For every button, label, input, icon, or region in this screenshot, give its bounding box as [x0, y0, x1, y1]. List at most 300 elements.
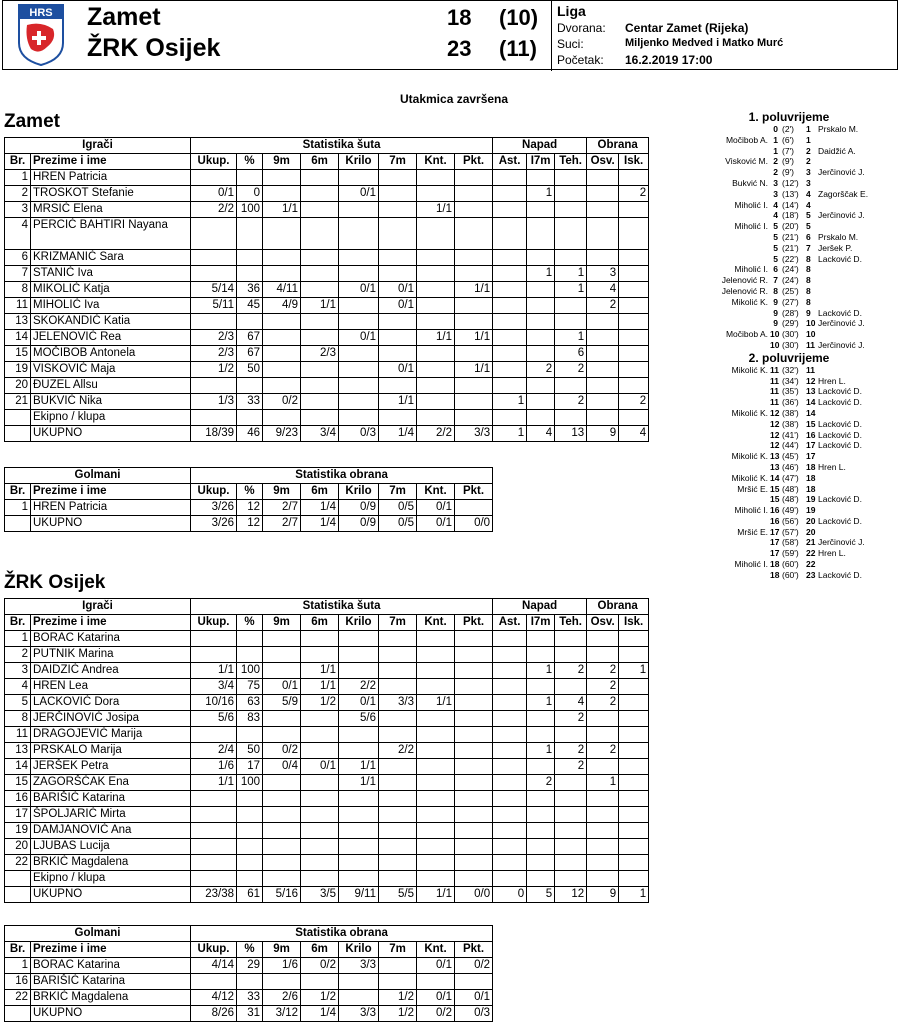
away-score: 3 — [806, 177, 811, 188]
player-name: MRSIĆ Elena — [31, 202, 191, 218]
stat-cell — [455, 871, 493, 887]
stat-cell — [191, 647, 237, 663]
stat-cell — [587, 855, 619, 871]
stat-cell: 63 — [237, 695, 263, 711]
stat-cell — [301, 282, 339, 298]
home-score: 3 — [773, 177, 778, 188]
stat-cell: 0/1 — [417, 500, 455, 516]
player-name: DAMJANOVIĆ Ana — [31, 823, 191, 839]
stat-cell — [301, 218, 339, 250]
stat-cell: 1/2 — [301, 695, 339, 711]
stat-cell — [339, 631, 379, 647]
goalkeepers-header: Golmani — [5, 926, 191, 942]
stat-cell — [527, 631, 555, 647]
stat-cell — [555, 170, 587, 186]
column-header: 7m — [379, 154, 417, 170]
stat-cell — [619, 282, 649, 298]
player-name: PRSKALO Marija — [31, 743, 191, 759]
stat-cell — [417, 823, 455, 839]
stat-cell — [339, 170, 379, 186]
stat-cell — [619, 218, 649, 250]
home-scorer: Mikolić K. — [731, 407, 768, 418]
stat-cell: 3/26 — [191, 516, 237, 532]
player-number: 20 — [5, 378, 31, 394]
stat-cell — [339, 871, 379, 887]
stat-cell — [301, 330, 339, 346]
stat-cell: 5/16 — [263, 887, 301, 903]
away-scorer: Lacković D. — [818, 397, 862, 408]
minute: (9') — [782, 156, 795, 167]
player-row — [5, 410, 649, 426]
stat-cell — [619, 298, 649, 314]
stat-cell: 0/1 — [379, 298, 417, 314]
home-score: 9 — [773, 307, 778, 318]
player-row — [5, 727, 649, 743]
stat-cell — [455, 791, 493, 807]
player-name: PERCIĆ BAHTIRI Nayana — [31, 218, 191, 250]
player-name: LACKOVIĆ Dora — [31, 695, 191, 711]
stat-cell — [493, 679, 527, 695]
stat-cell: 1/1 — [417, 695, 455, 711]
stat-cell: 2/7 — [263, 500, 301, 516]
player-name: VISKOVIĆ Maja — [31, 362, 191, 378]
away-score: 11 — [806, 339, 815, 350]
stat-cell — [379, 855, 417, 871]
away-score: 12 — [806, 375, 816, 386]
stat-cell — [493, 775, 527, 791]
goal-event — [700, 189, 898, 200]
minute: (20') — [782, 221, 799, 232]
player-name: ZAGORŠĆAK Ena — [31, 775, 191, 791]
stat-cell — [587, 394, 619, 410]
player-row — [5, 330, 649, 346]
goal-event — [700, 135, 898, 146]
stat-cell: 1/1 — [379, 394, 417, 410]
home-score: 3 — [773, 188, 778, 199]
stat-cell — [301, 410, 339, 426]
stat-cell — [339, 266, 379, 282]
stat-cell — [619, 330, 649, 346]
stat-cell — [339, 298, 379, 314]
stat-cell: 1 — [619, 887, 649, 903]
player-number: 2 — [5, 186, 31, 202]
minute: (21') — [782, 231, 799, 242]
stat-cell — [527, 170, 555, 186]
stat-cell — [455, 711, 493, 727]
stat-cell — [493, 346, 527, 362]
stat-cell — [191, 839, 237, 855]
player-name: JERČINOVIĆ Josipa — [31, 711, 191, 727]
stat-cell: 2/3 — [301, 346, 339, 362]
save-stats-header: Statistika obrana — [191, 926, 493, 942]
stat-cell — [493, 186, 527, 202]
stat-cell — [379, 202, 417, 218]
away-score: 9 — [806, 307, 811, 318]
stat-cell: 1/4 — [301, 1006, 339, 1022]
stat-cell: 1/1 — [191, 775, 237, 791]
home-scorer: Jelenović R. — [721, 275, 768, 286]
stat-cell: 1/3 — [191, 394, 237, 410]
minute: (6') — [782, 134, 795, 145]
column-header: Osv. — [587, 615, 619, 631]
stat-cell — [587, 647, 619, 663]
home-score: 9 — [773, 318, 778, 329]
player-number — [5, 426, 31, 442]
stat-cell — [237, 791, 263, 807]
stat-cell — [555, 647, 587, 663]
stat-cell — [587, 378, 619, 394]
stat-cell: 0/9 — [339, 516, 379, 532]
stat-cell — [339, 807, 379, 823]
stat-cell: 1 — [555, 330, 587, 346]
column-header: 7m — [379, 615, 417, 631]
goal-event — [700, 451, 898, 462]
goal-event — [700, 264, 898, 275]
player-row — [5, 990, 493, 1006]
player-name: JERŠEK Petra — [31, 759, 191, 775]
stat-cell: 1/1 — [455, 362, 493, 378]
away-scorer: Lacković D. — [818, 418, 862, 429]
home-scorer: Mršić E. — [737, 526, 768, 537]
column-header: Krilo — [339, 484, 379, 500]
stat-cell — [379, 378, 417, 394]
goal-event — [700, 473, 898, 484]
stat-cell — [379, 647, 417, 663]
stat-cell — [339, 362, 379, 378]
away-score: 14 — [806, 397, 816, 408]
minute: (24') — [782, 264, 799, 275]
stat-cell — [379, 266, 417, 282]
stat-cell — [455, 186, 493, 202]
stat-cell — [379, 314, 417, 330]
player-row — [5, 394, 649, 410]
away-score: 5 — [806, 221, 811, 232]
stat-cell — [555, 378, 587, 394]
stat-cell — [417, 647, 455, 663]
stat-cell — [379, 823, 417, 839]
home-score: 13 — [770, 461, 780, 472]
stat-cell — [237, 250, 263, 266]
stat-cell — [587, 410, 619, 426]
stat-cell: 29 — [237, 958, 263, 974]
column-header: Teh. — [555, 615, 587, 631]
shot-stats-header: Statistika šuta — [191, 599, 493, 615]
player-number — [5, 887, 31, 903]
stat-cell — [619, 250, 649, 266]
stat-cell — [555, 775, 587, 791]
player-row — [5, 218, 649, 250]
home-scorer: Bukvić N. — [732, 177, 768, 188]
stat-cell — [237, 410, 263, 426]
column-header: Br. — [5, 615, 31, 631]
away-score: 17 — [806, 451, 816, 462]
stat-cell — [555, 202, 587, 218]
stat-cell — [493, 330, 527, 346]
home-score: 11 — [770, 386, 779, 397]
stat-cell: 1/2 — [301, 990, 339, 1006]
stat-cell — [587, 711, 619, 727]
home-score: 1 — [773, 134, 778, 145]
home-score: 5 — [773, 242, 778, 253]
league-label: Liga — [557, 3, 586, 19]
column-header: Pkt. — [455, 942, 493, 958]
column-header: Isk. — [619, 154, 649, 170]
stat-cell — [339, 974, 379, 990]
stat-cell — [527, 711, 555, 727]
player-row — [5, 974, 493, 990]
defense-header: Obrana — [587, 599, 649, 615]
stat-cell — [237, 378, 263, 394]
home-score: 11 — [770, 375, 779, 386]
stat-cell — [555, 823, 587, 839]
stat-cell — [555, 631, 587, 647]
player-name: STANIĆ Iva — [31, 266, 191, 282]
stat-cell: 3/26 — [191, 500, 237, 516]
stat-cell — [339, 839, 379, 855]
stat-cell: 1/1 — [301, 663, 339, 679]
stat-cell: 50 — [237, 743, 263, 759]
stat-cell — [237, 218, 263, 250]
home-scorer: Mršić E. — [737, 483, 768, 494]
stat-cell — [379, 410, 417, 426]
stat-cell: 1 — [527, 663, 555, 679]
player-number: 15 — [5, 346, 31, 362]
stat-cell: 1/1 — [191, 663, 237, 679]
away-score: 18 — [806, 472, 816, 483]
stat-cell — [301, 791, 339, 807]
goal-event — [700, 124, 898, 135]
stat-cell — [493, 266, 527, 282]
stat-cell: 0 — [493, 887, 527, 903]
away-scorer: Hren L. — [818, 375, 846, 386]
column-header: Prezime i ime — [31, 942, 191, 958]
home-scorer: Močibob A. — [725, 134, 768, 145]
away-score: 2 — [806, 156, 811, 167]
stat-cell — [379, 250, 417, 266]
players-header: Igrači — [5, 138, 191, 154]
stat-cell: 9/11 — [339, 887, 379, 903]
stat-cell — [493, 855, 527, 871]
stat-cell — [587, 871, 619, 887]
minute: (18') — [782, 210, 799, 221]
save-stats-header: Statistika obrana — [191, 468, 493, 484]
stat-cell: 1/2 — [379, 990, 417, 1006]
stat-cell: 4/11 — [263, 282, 301, 298]
stat-cell: 1/2 — [379, 1006, 417, 1022]
stat-cell: 1 — [527, 695, 555, 711]
stat-cell — [191, 266, 237, 282]
stat-cell — [587, 631, 619, 647]
stat-cell: 0/1 — [339, 330, 379, 346]
stat-cell — [587, 202, 619, 218]
minute: (41') — [782, 429, 799, 440]
stat-cell — [555, 218, 587, 250]
stat-cell — [455, 298, 493, 314]
stat-cell — [493, 631, 527, 647]
stat-cell — [555, 250, 587, 266]
stat-cell — [263, 330, 301, 346]
stat-cell — [237, 631, 263, 647]
column-header: Ast. — [493, 615, 527, 631]
player-number: 1 — [5, 958, 31, 974]
stat-cell: 2/2 — [191, 202, 237, 218]
stat-cell — [339, 743, 379, 759]
stat-cell — [301, 743, 339, 759]
goal-event — [700, 484, 898, 495]
player-name: DAIDZIĆ Andrea — [31, 663, 191, 679]
home-score: 5 — [773, 253, 778, 264]
stat-cell — [191, 871, 237, 887]
stat-cell — [339, 990, 379, 1006]
stat-cell: 5 — [527, 887, 555, 903]
team2-section-title: ŽRK Osijek — [4, 572, 106, 593]
stat-cell — [587, 186, 619, 202]
home-score: 17 — [770, 548, 780, 559]
stat-cell — [379, 711, 417, 727]
home-score: 5 — [773, 231, 778, 242]
goal-event — [700, 516, 898, 527]
stat-cell — [493, 647, 527, 663]
away-scorer: Prskalo M. — [818, 231, 859, 242]
stat-cell — [191, 250, 237, 266]
player-row — [5, 807, 649, 823]
goal-timeline — [700, 110, 898, 581]
stat-cell: 0/1 — [455, 990, 493, 1006]
stat-cell — [455, 218, 493, 250]
stat-cell: 4 — [587, 282, 619, 298]
stat-cell — [339, 727, 379, 743]
goal-event — [700, 232, 898, 243]
stat-cell — [619, 839, 649, 855]
stat-cell: 1/6 — [191, 759, 237, 775]
stat-cell — [417, 378, 455, 394]
stat-cell — [619, 855, 649, 871]
player-name: JELENOVIĆ Rea — [31, 330, 191, 346]
stat-cell — [555, 314, 587, 330]
stat-cell: 0/3 — [455, 1006, 493, 1022]
minute: (2') — [782, 124, 795, 134]
stat-cell — [339, 823, 379, 839]
goal-event — [700, 318, 898, 329]
stat-cell — [379, 663, 417, 679]
stat-cell — [237, 807, 263, 823]
stat-cell — [263, 974, 301, 990]
stat-cell — [455, 839, 493, 855]
goal-event — [700, 376, 898, 387]
stat-cell — [619, 791, 649, 807]
stat-cell — [455, 743, 493, 759]
player-name: LJUBAS Lucija — [31, 839, 191, 855]
player-name: KRIZMANIĆ Sara — [31, 250, 191, 266]
stat-cell — [379, 679, 417, 695]
stat-cell — [417, 759, 455, 775]
player-number — [5, 410, 31, 426]
stat-cell — [587, 314, 619, 330]
home-scorer: Miholić I. — [734, 199, 768, 210]
column-header: Ast. — [493, 154, 527, 170]
stat-cell — [527, 871, 555, 887]
away-score: 6 — [806, 231, 811, 242]
stat-cell — [417, 839, 455, 855]
player-row — [5, 631, 649, 647]
home-score: 11 — [770, 364, 779, 375]
home-score: 18 — [770, 569, 780, 580]
away-scorer: Jeršek P. — [818, 242, 853, 253]
stat-cell — [379, 186, 417, 202]
column-header: Br. — [5, 154, 31, 170]
home-score: 12 — [770, 407, 780, 418]
stat-cell: 67 — [237, 346, 263, 362]
stat-cell — [555, 807, 587, 823]
team1-score: 18 — [447, 5, 472, 30]
header-divider — [551, 1, 552, 71]
half-label: 2. poluvrijeme — [748, 350, 830, 365]
stat-cell — [379, 974, 417, 990]
stat-cell — [587, 759, 619, 775]
away-score: 3 — [806, 167, 811, 178]
away-scorer: Lacković D. — [818, 494, 862, 505]
minute: (49') — [782, 505, 799, 516]
stat-cell — [527, 727, 555, 743]
stat-cell — [619, 807, 649, 823]
start-label: Početak: — [557, 53, 604, 67]
stat-cell — [237, 727, 263, 743]
team1-players-table — [4, 137, 649, 442]
stat-cell — [587, 218, 619, 250]
stat-cell — [339, 855, 379, 871]
stat-cell — [455, 695, 493, 711]
player-name: HREN Patricia — [31, 500, 191, 516]
stat-cell: 1/2 — [191, 362, 237, 378]
away-score: 19 — [806, 494, 816, 505]
stat-cell — [191, 807, 237, 823]
stat-cell — [263, 410, 301, 426]
stat-cell — [417, 298, 455, 314]
away-score: 22 — [806, 559, 816, 570]
stat-cell: 0/1 — [417, 990, 455, 1006]
goal-event — [700, 286, 898, 297]
goal-event — [700, 210, 898, 221]
stat-cell: 2 — [527, 775, 555, 791]
home-score: 2 — [773, 156, 778, 167]
stat-cell: 8/26 — [191, 1006, 237, 1022]
player-number: 2 — [5, 647, 31, 663]
stat-cell — [237, 871, 263, 887]
stat-cell — [417, 679, 455, 695]
stat-cell — [191, 378, 237, 394]
stat-cell — [555, 855, 587, 871]
stat-cell — [301, 631, 339, 647]
home-score: 0 — [773, 124, 778, 134]
stat-cell — [301, 711, 339, 727]
player-number: 19 — [5, 823, 31, 839]
player-name: ĐUZEL Allsu — [31, 378, 191, 394]
player-row — [5, 170, 649, 186]
team1-section-title: Zamet — [4, 111, 60, 132]
column-header: Krilo — [339, 942, 379, 958]
player-number: 19 — [5, 362, 31, 378]
home-scorer: Mikolić K. — [731, 472, 768, 483]
stat-cell — [379, 727, 417, 743]
home-score: 7 — [773, 275, 778, 286]
home-score: 11 — [770, 397, 779, 408]
stat-cell — [587, 362, 619, 378]
stat-cell: 3/5 — [301, 887, 339, 903]
minute: (32') — [782, 364, 799, 375]
stat-cell — [527, 346, 555, 362]
player-number: 22 — [5, 990, 31, 1006]
team2-goalkeepers-table — [4, 925, 493, 1022]
